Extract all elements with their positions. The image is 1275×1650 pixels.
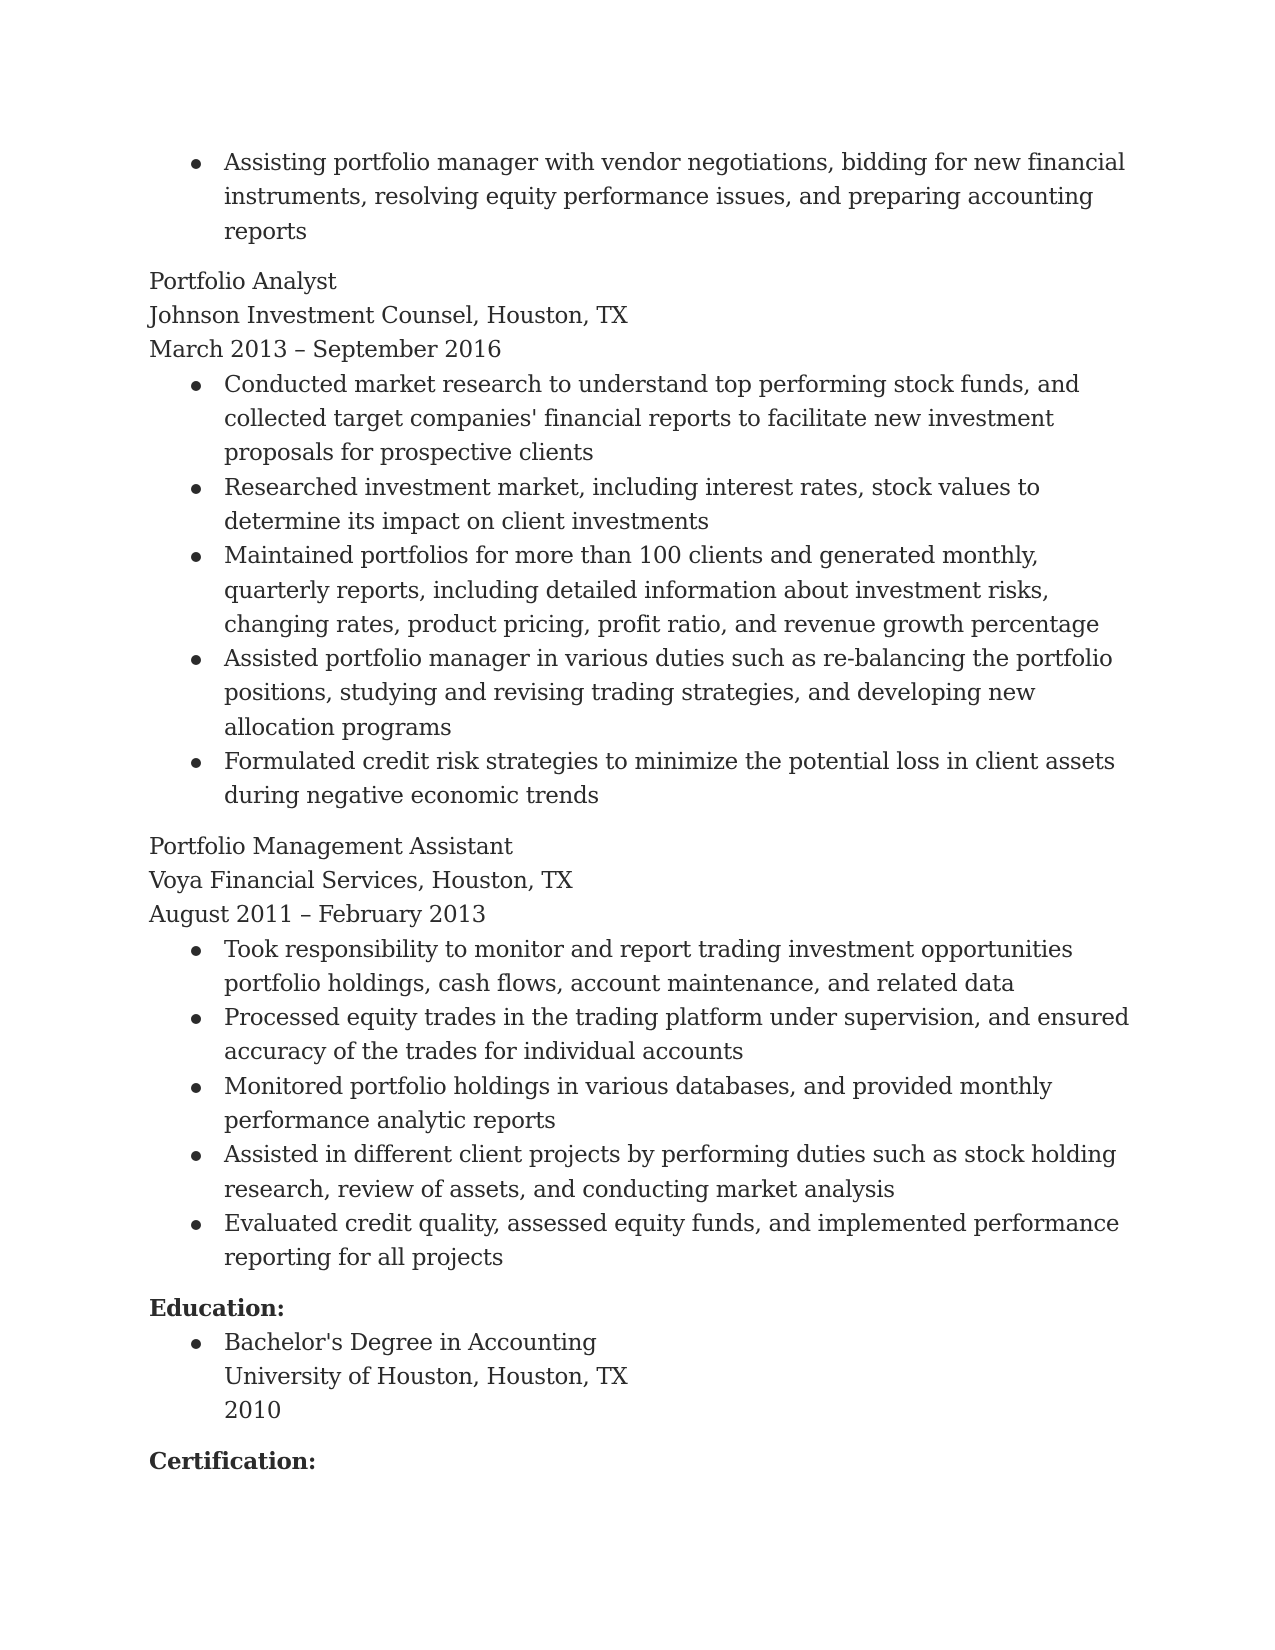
job-bullet-list <box>149 368 1139 814</box>
bullet-icon <box>191 381 201 391</box>
list-item: Maintained portfolios for more than 100 clients and generated monthly, quarterly reports, including detailed information about investment risks, changing rates, product pricing, profit ratio, and revenue growth percentage <box>149 539 1139 642</box>
resume-page <box>149 146 1139 1479</box>
job-entry <box>149 830 1139 1276</box>
bullet-icon <box>191 484 201 494</box>
list-item: Took responsibility to monitor and report trading investment opportunities portfolio holdings, cash flows, account maintenance, and related data <box>149 933 1139 1002</box>
list-item: Assisting portfolio manager with vendor negotiations, bidding for new financial instruments, resolving equity performance issues, and preparing accounting reports <box>149 146 1139 249</box>
job-dates: March 2013 – September 2016 <box>149 337 502 364</box>
list-item <box>149 1326 1139 1429</box>
job-company: Voya Financial Services, Houston, TX <box>149 867 573 894</box>
education-bullet-list <box>149 1326 1139 1429</box>
list-item: Formulated credit risk strategies to minimize the potential loss in client assets during negative economic trends <box>149 745 1139 814</box>
list-item: Conducted market research to understand top performing stock funds, and collected target companies' financial reports to facilitate new investment proposals for prospective clients <box>149 368 1139 471</box>
bullet-icon <box>191 552 201 562</box>
list-item: Researched investment market, including interest rates, stock values to determine its impact on client investments <box>149 471 1139 540</box>
certification-section <box>149 1445 1139 1479</box>
job-bullet-list <box>149 933 1139 1276</box>
bullet-icon <box>191 1339 201 1349</box>
list-item: Monitored portfolio holdings in various databases, and provided monthly performance analytic reports <box>149 1070 1139 1139</box>
list-item: Evaluated credit quality, assessed equity funds, and implemented performance reporting for all projects <box>149 1207 1139 1276</box>
intro-bullet-list <box>149 146 1139 249</box>
certification-heading: Certification: <box>149 1447 316 1475</box>
job-dates: August 2011 – February 2013 <box>149 902 486 929</box>
bullet-icon <box>191 946 201 956</box>
graduation-year: 2010 <box>224 1398 282 1425</box>
bullet-icon <box>191 655 201 665</box>
bullet-icon <box>191 1220 201 1230</box>
list-item: Assisted in different client projects by performing duties such as stock holding research, review of assets, and conducting market analysis <box>149 1138 1139 1207</box>
bullet-icon <box>191 1014 201 1024</box>
education-section <box>149 1292 1139 1429</box>
job-title: Portfolio Management Assistant <box>149 833 513 860</box>
school: University of Houston, Houston, TX <box>224 1364 628 1391</box>
education-heading: Education: <box>149 1294 285 1322</box>
bullet-icon <box>191 1083 201 1093</box>
degree: Bachelor's Degree in Accounting <box>224 1329 597 1356</box>
bullet-icon <box>191 758 201 768</box>
list-item: Processed equity trades in the trading platform under supervision, and ensured accuracy of the trades for individual accounts <box>149 1001 1139 1070</box>
job-entry <box>149 265 1139 814</box>
list-item: Assisted portfolio manager in various duties such as re-balancing the portfolio positions, studying and revising trading strategies, and developing new allocation programs <box>149 642 1139 745</box>
bullet-icon <box>191 1151 201 1161</box>
bullet-icon <box>191 159 201 169</box>
job-title: Portfolio Analyst <box>149 268 337 295</box>
job-company: Johnson Investment Counsel, Houston, TX <box>149 303 628 330</box>
